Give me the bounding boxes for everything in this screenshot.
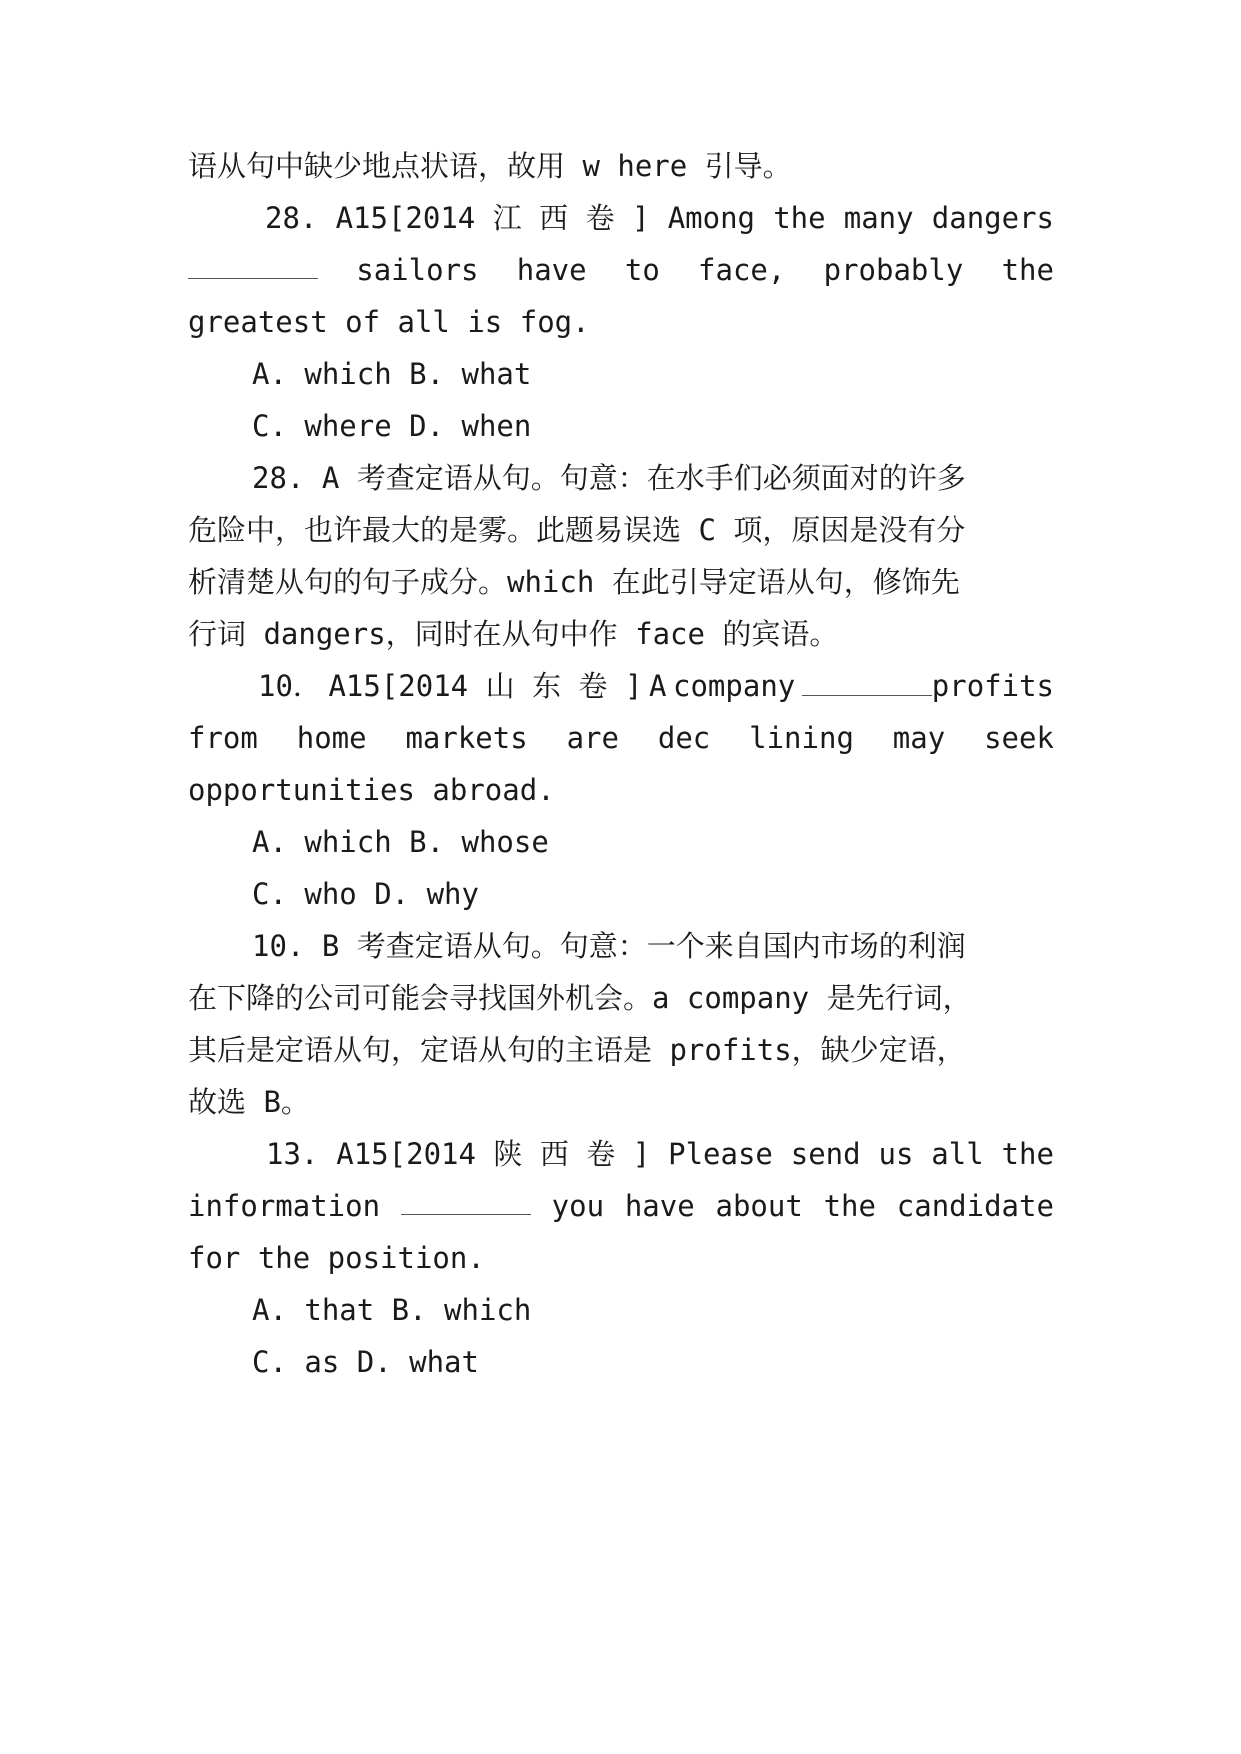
blank-with-word [802,666,1054,706]
word: may [892,721,946,755]
answer-28-line-1: 28. A 考查定语从句。句意：在水手们必须面对的许多 [252,461,966,495]
word: the [823,1189,876,1223]
word: the [1001,253,1054,287]
word: A [649,669,667,703]
question-source: A15[2014 山 东 卷 ] [328,669,643,703]
word: have [624,1189,695,1223]
question-13-options-ab: A. that B. which [252,1293,532,1327]
question-10-line-2 [188,718,1054,758]
question-10-line-3: opportunities abroad. [188,773,555,807]
text-line: 语从句中缺少地点状语，故用 w here 引导。 [188,149,792,183]
word: many [843,201,914,235]
answer-10-line-4: 故选 B。 [188,1085,310,1119]
word: home [296,721,367,755]
word: to [624,253,660,287]
word: all [931,1137,984,1171]
word: seek [984,721,1054,755]
word: the [773,201,826,235]
word: us [878,1137,914,1171]
question-number: 13. [266,1137,319,1171]
question-source: A15[2014 江 西 卷 ] [335,201,650,235]
word: company [673,669,796,703]
word: are [566,721,619,755]
question-source: A15[2014 陕 西 卷 ] [336,1137,651,1171]
word: Please [668,1137,773,1171]
answer-blank [188,250,318,279]
answer-10-line-1: 10. B 考查定语从句。句意：一个来自国内市场的利润 [252,929,966,963]
answer-10-line-2: 在下降的公司可能会寻找国外机会。a company 是先行词， [188,981,972,1015]
question-13-options-cd: C. as D. what [252,1345,479,1379]
word: face, [698,253,786,287]
answer-28-line-2: 危险中，也许最大的是雾。此题易误选 C 项，原因是没有分 [188,513,966,547]
word: Among [667,201,756,235]
word: from [188,721,258,755]
word: have [516,253,587,287]
question-28-options-ab: A. which B. what [252,357,532,391]
question-13-line-1 [266,1134,1054,1174]
word: the [1001,1137,1054,1171]
answer-blank [802,667,932,696]
answer-28-line-4: 行词 dangers，同时在从句中作 face 的宾语。 [188,617,839,651]
word: markets [405,721,528,755]
answer-28-line-3: 析清楚从句的句子成分。which 在此引导定语从句，修饰先 [188,565,960,599]
question-10-options-cd: C. who D. why [252,877,479,911]
word: sailors [356,253,479,287]
word: lining [749,721,854,755]
question-10-options-ab: A. which B. whose [252,825,549,859]
word: about [715,1189,803,1223]
question-number: 28. [265,201,318,235]
question-28-line-3: greatest of all is fog. [188,305,590,339]
word: send [790,1137,861,1171]
question-13-line-3: for the position. [188,1241,485,1275]
word: probably [823,253,964,287]
word: profits [931,669,1054,703]
question-28-line-1 [265,198,1054,238]
word: information [188,1189,381,1223]
word: dec [657,721,711,755]
answer-blank [401,1186,531,1215]
question-13-line-2 [188,1186,1054,1226]
question-10-line-1 [258,666,1054,706]
word: candidate [896,1189,1054,1223]
question-28-line-2 [188,250,1054,290]
question-number: 10． [258,669,322,703]
answer-10-line-3: 其后是定语从句，定语从句的主语是 profits，缺少定语， [188,1033,966,1067]
word: dangers [931,201,1054,235]
question-28-options-cd: C. where D. when [252,409,532,443]
word: you [551,1189,605,1223]
